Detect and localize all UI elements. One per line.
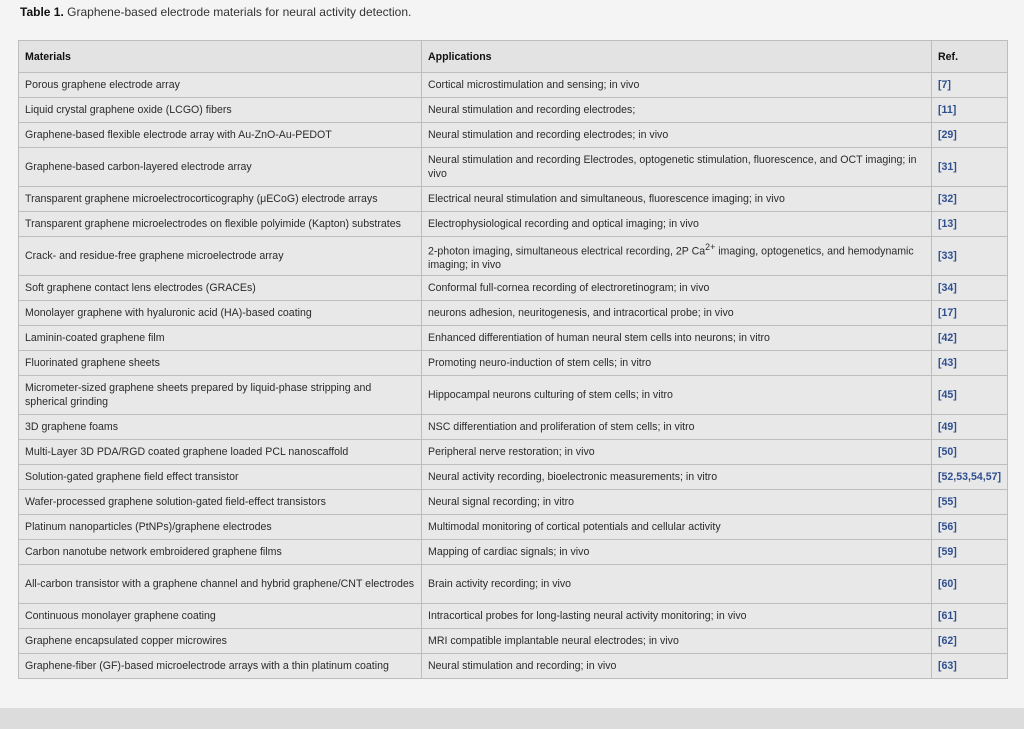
application-cell: Multimodal monitoring of cortical potentials and cellular activity bbox=[422, 515, 932, 540]
ref-link[interactable]: [29] bbox=[938, 129, 957, 141]
ref-link[interactable]: [62] bbox=[938, 635, 957, 647]
table-row bbox=[19, 604, 1008, 629]
material-cell: Graphene-based carbon-layered electrode array bbox=[19, 148, 422, 187]
application-cell: Neural stimulation and recording electrodes; bbox=[422, 98, 932, 123]
application-cell: Neural activity recording, bioelectronic measurements; in vitro bbox=[422, 465, 932, 490]
ref-link[interactable]: [55] bbox=[938, 496, 957, 508]
application-cell: Brain activity recording; in vivo bbox=[422, 565, 932, 604]
ref-cell bbox=[932, 351, 1008, 376]
table-row bbox=[19, 565, 1008, 604]
ref-link[interactable]: [33] bbox=[938, 250, 957, 262]
material-cell: Soft graphene contact lens electrodes (GRACEs) bbox=[19, 276, 422, 301]
ref-cell bbox=[932, 540, 1008, 565]
table-row bbox=[19, 540, 1008, 565]
ref-cell bbox=[932, 187, 1008, 212]
table-container bbox=[18, 40, 1007, 679]
material-cell: Laminin-coated graphene film bbox=[19, 326, 422, 351]
column-header-materials: Materials bbox=[19, 41, 422, 73]
table-row bbox=[19, 301, 1008, 326]
ref-link[interactable]: [63] bbox=[938, 660, 957, 672]
material-cell: Transparent graphene microelectrocorticography (μECoG) electrode arrays bbox=[19, 187, 422, 212]
material-cell: All-carbon transistor with a graphene channel and hybrid graphene/CNT electrodes bbox=[19, 565, 422, 604]
table-row bbox=[19, 415, 1008, 440]
ref-cell bbox=[932, 440, 1008, 465]
ref-cell bbox=[932, 276, 1008, 301]
application-cell: MRI compatible implantable neural electrodes; in vivo bbox=[422, 629, 932, 654]
table-row bbox=[19, 629, 1008, 654]
table-row bbox=[19, 73, 1008, 98]
ref-link[interactable]: [45] bbox=[938, 389, 957, 401]
application-cell: Neural stimulation and recording; in vivo bbox=[422, 654, 932, 679]
application-cell: Electrical neural stimulation and simultaneous, fluorescence imaging; in vivo bbox=[422, 187, 932, 212]
table-header-row bbox=[19, 41, 1008, 73]
application-cell: Mapping of cardiac signals; in vivo bbox=[422, 540, 932, 565]
material-cell: Transparent graphene microelectrodes on flexible polyimide (Kapton) substrates bbox=[19, 212, 422, 237]
material-cell: Solution-gated graphene field effect transistor bbox=[19, 465, 422, 490]
table-row bbox=[19, 465, 1008, 490]
application-cell: Neural signal recording; in vitro bbox=[422, 490, 932, 515]
ref-cell bbox=[932, 415, 1008, 440]
table-caption bbox=[20, 4, 411, 20]
application-cell: Conformal full-cornea recording of electroretinogram; in vivo bbox=[422, 276, 932, 301]
material-cell: Porous graphene electrode array bbox=[19, 73, 422, 98]
ref-link[interactable]: [42] bbox=[938, 332, 957, 344]
ref-cell bbox=[932, 629, 1008, 654]
material-cell: Platinum nanoparticles (PtNPs)/graphene electrodes bbox=[19, 515, 422, 540]
material-cell: Graphene-fiber (GF)-based microelectrode arrays with a thin platinum coating bbox=[19, 654, 422, 679]
table-row bbox=[19, 654, 1008, 679]
ref-link[interactable]: [7] bbox=[938, 79, 951, 91]
table-row bbox=[19, 351, 1008, 376]
ref-link[interactable]: [17] bbox=[938, 307, 957, 319]
ref-link[interactable]: [59] bbox=[938, 546, 957, 558]
column-header-ref: Ref. bbox=[932, 41, 1008, 73]
application-cell: NSC differentiation and proliferation of stem cells; in vitro bbox=[422, 415, 932, 440]
material-cell: Continuous monolayer graphene coating bbox=[19, 604, 422, 629]
ref-cell bbox=[932, 654, 1008, 679]
material-cell: Monolayer graphene with hyaluronic acid (HA)-based coating bbox=[19, 301, 422, 326]
ref-link[interactable]: [11] bbox=[938, 104, 957, 116]
ref-cell bbox=[932, 212, 1008, 237]
table-caption-label: Table 1. bbox=[20, 5, 64, 19]
ref-link[interactable]: [50] bbox=[938, 446, 957, 458]
table-row bbox=[19, 123, 1008, 148]
ref-link[interactable]: [49] bbox=[938, 421, 957, 433]
ref-cell bbox=[932, 604, 1008, 629]
ref-cell bbox=[932, 73, 1008, 98]
application-cell: Neural stimulation and recording Electrodes, optogenetic stimulation, fluorescence, and OCT imaging; in vivo bbox=[422, 148, 932, 187]
column-header-applications: Applications bbox=[422, 41, 932, 73]
application-text: imaging, optogenetics, and hemodynamic imaging; in vivo bbox=[428, 245, 914, 272]
ref-cell bbox=[932, 465, 1008, 490]
materials-table bbox=[18, 40, 1008, 679]
ref-cell bbox=[932, 376, 1008, 415]
ref-cell bbox=[932, 301, 1008, 326]
ref-cell bbox=[932, 515, 1008, 540]
table-row bbox=[19, 376, 1008, 415]
material-cell: Multi-Layer 3D PDA/RGD coated graphene loaded PCL nanoscaffold bbox=[19, 440, 422, 465]
material-cell: Carbon nanotube network embroidered graphene films bbox=[19, 540, 422, 565]
ref-cell bbox=[932, 148, 1008, 187]
application-cell: Neural stimulation and recording electrodes; in vivo bbox=[422, 123, 932, 148]
application-text: 2-photon imaging, simultaneous electrical recording, 2P Ca bbox=[428, 245, 706, 258]
ref-cell bbox=[932, 98, 1008, 123]
bottom-bar bbox=[0, 708, 1024, 729]
table-row bbox=[19, 515, 1008, 540]
material-cell: Crack- and residue-free graphene microelectrode array bbox=[19, 237, 422, 276]
ref-link[interactable]: [13] bbox=[938, 218, 957, 230]
application-cell: Peripheral nerve restoration; in vivo bbox=[422, 440, 932, 465]
table-row bbox=[19, 237, 1008, 276]
table-row bbox=[19, 148, 1008, 187]
table-row bbox=[19, 98, 1008, 123]
table-row bbox=[19, 490, 1008, 515]
ref-link[interactable]: [32] bbox=[938, 193, 957, 205]
table-row bbox=[19, 276, 1008, 301]
table-row bbox=[19, 187, 1008, 212]
ref-link[interactable]: [61] bbox=[938, 610, 957, 622]
material-cell: Wafer-processed graphene solution-gated field-effect transistors bbox=[19, 490, 422, 515]
application-cell: neurons adhesion, neuritogenesis, and intracortical probe; in vivo bbox=[422, 301, 932, 326]
ref-link[interactable]: [31] bbox=[938, 161, 957, 173]
material-cell: Graphene-based flexible electrode array with Au-ZnO-Au-PEDOT bbox=[19, 123, 422, 148]
application-cell: Cortical microstimulation and sensing; in vivo bbox=[422, 73, 932, 98]
material-cell: 3D graphene foams bbox=[19, 415, 422, 440]
superscript-charge: 2+ bbox=[705, 241, 716, 252]
ref-cell bbox=[932, 123, 1008, 148]
table-row bbox=[19, 440, 1008, 465]
application-cell bbox=[422, 237, 932, 276]
application-cell: Electrophysiological recording and optical imaging; in vivo bbox=[422, 212, 932, 237]
ref-link[interactable]: [56] bbox=[938, 521, 957, 533]
application-cell: Enhanced differentiation of human neural stem cells into neurons; in vitro bbox=[422, 326, 932, 351]
application-cell: Hippocampal neurons culturing of stem cells; in vitro bbox=[422, 376, 932, 415]
material-cell: Graphene encapsulated copper microwires bbox=[19, 629, 422, 654]
table-row bbox=[19, 326, 1008, 351]
table-row bbox=[19, 212, 1008, 237]
ref-cell bbox=[932, 326, 1008, 351]
application-cell: Promoting neuro-induction of stem cells; in vitro bbox=[422, 351, 932, 376]
ref-cell bbox=[932, 565, 1008, 604]
material-cell: Micrometer-sized graphene sheets prepared by liquid-phase stripping and spherical grinding bbox=[19, 376, 422, 415]
table-caption-text: Graphene-based electrode materials for neural activity detection. bbox=[67, 5, 412, 19]
application-cell: Intracortical probes for long-lasting neural activity monitoring; in vivo bbox=[422, 604, 932, 629]
ref-link[interactable]: [43] bbox=[938, 357, 957, 369]
ref-cell bbox=[932, 490, 1008, 515]
material-cell: Liquid crystal graphene oxide (LCGO) fibers bbox=[19, 98, 422, 123]
material-cell: Fluorinated graphene sheets bbox=[19, 351, 422, 376]
ref-link[interactable]: [52,53,54,57] bbox=[938, 471, 1002, 483]
ref-link[interactable]: [60] bbox=[938, 578, 957, 590]
ref-cell bbox=[932, 237, 1008, 276]
ref-link[interactable]: [34] bbox=[938, 282, 957, 294]
